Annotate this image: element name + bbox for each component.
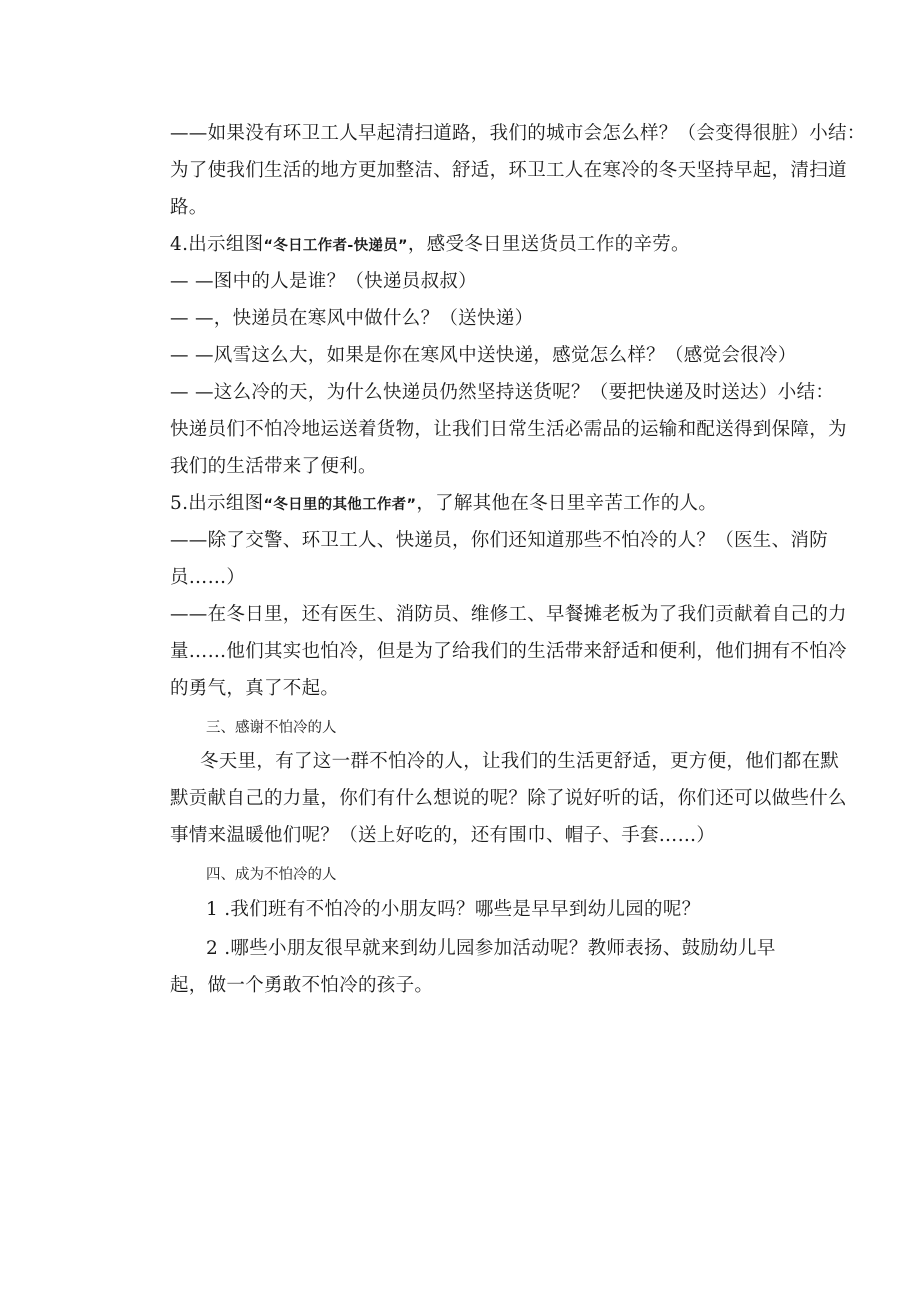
paragraph-line: 快递员们不怕冷地运送着货物，让我们日常生活必需品的运输和配送得到保障，为	[170, 419, 847, 440]
paragraph-line: 路。	[170, 197, 208, 218]
section-4-item-1: 1 .我们班有不怕冷的小朋友吗？哪些是早早到幼儿园的呢？	[206, 899, 701, 920]
list-item-5	[170, 491, 717, 518]
paragraph-line: ——如果没有环卫工人早起清扫道路，我们的城市会怎么样？（会变得很脏）小结：	[170, 123, 866, 144]
dialogue-line: — —这么冷的天，为什么快递员仍然坚持送货呢？（要把快递及时送达）小结：	[170, 382, 835, 403]
paragraph-line: 我们的生活带来了便利。	[170, 456, 377, 477]
section-4-item-2: 2 .哪些小朋友很早就来到幼儿园参加活动呢？教师表扬、鼓励幼儿早	[206, 938, 776, 959]
item-4-prefix: 4.出示组图	[170, 234, 264, 255]
dialogue-line: — —图中的人是谁？（快递员叔叔）	[170, 271, 477, 292]
section-3-heading: 三、感谢不怕冷的人	[206, 720, 337, 736]
section-4-item-2-continued: 起，做一个勇敢不怕冷的孩子。	[170, 975, 434, 996]
item-4-suffix: ，感受冬日里送货员工作的辛劳。	[407, 234, 690, 255]
paragraph-line: 为了使我们生活的地方更加整洁、舒适，环卫工人在寒冷的冬天坚持早起，清扫道	[170, 160, 847, 181]
paragraph-line: 量……他们其实也怕冷，但是为了给我们的生活带来舒适和便利，他们拥有不怕冷	[170, 641, 847, 662]
dialogue-line: ——在冬日里，还有医生、消防员、维修工、早餐摊老板为了我们贡献着自己的力	[170, 604, 847, 625]
section-3-line: 冬天里，有了这一群不怕冷的人，让我们的生活更舒适，更方便，他们都在默	[200, 751, 840, 772]
dialogue-line: 员……）	[170, 567, 246, 588]
item-5-suffix: ，了解其他在冬日里辛苦工作的人。	[416, 493, 718, 514]
item-5-prefix: 5.出示组图	[170, 493, 264, 514]
section-3-line: 默贡献自己的力量，你们有什么想说的呢？除了说好听的话，你们还可以做些什么	[170, 788, 847, 809]
item-4-quoted-title: “冬日工作者-快递员”	[263, 238, 408, 254]
list-item-4	[170, 232, 690, 259]
section-4-heading: 四、成为不怕冷的人	[206, 867, 337, 883]
dialogue-line: — —风雪这么大，如果是你在寒风中送快递，感觉怎么样？（感觉会很冷）	[170, 345, 797, 366]
dialogue-line: ——除了交警、环卫工人、快递员，你们还知道那些不怕冷的人？（医生、消防	[170, 530, 829, 551]
section-3-line: 事情来温暖他们呢？（送上好吃的，还有围巾、帽子、手套……）	[170, 825, 716, 846]
paragraph-line: 的勇气，真了不起。	[170, 678, 340, 699]
item-5-quoted-title: “冬日里的其他工作者”	[263, 497, 417, 513]
dialogue-line: — —，快递员在寒风中做什么？（送快递）	[170, 308, 534, 329]
